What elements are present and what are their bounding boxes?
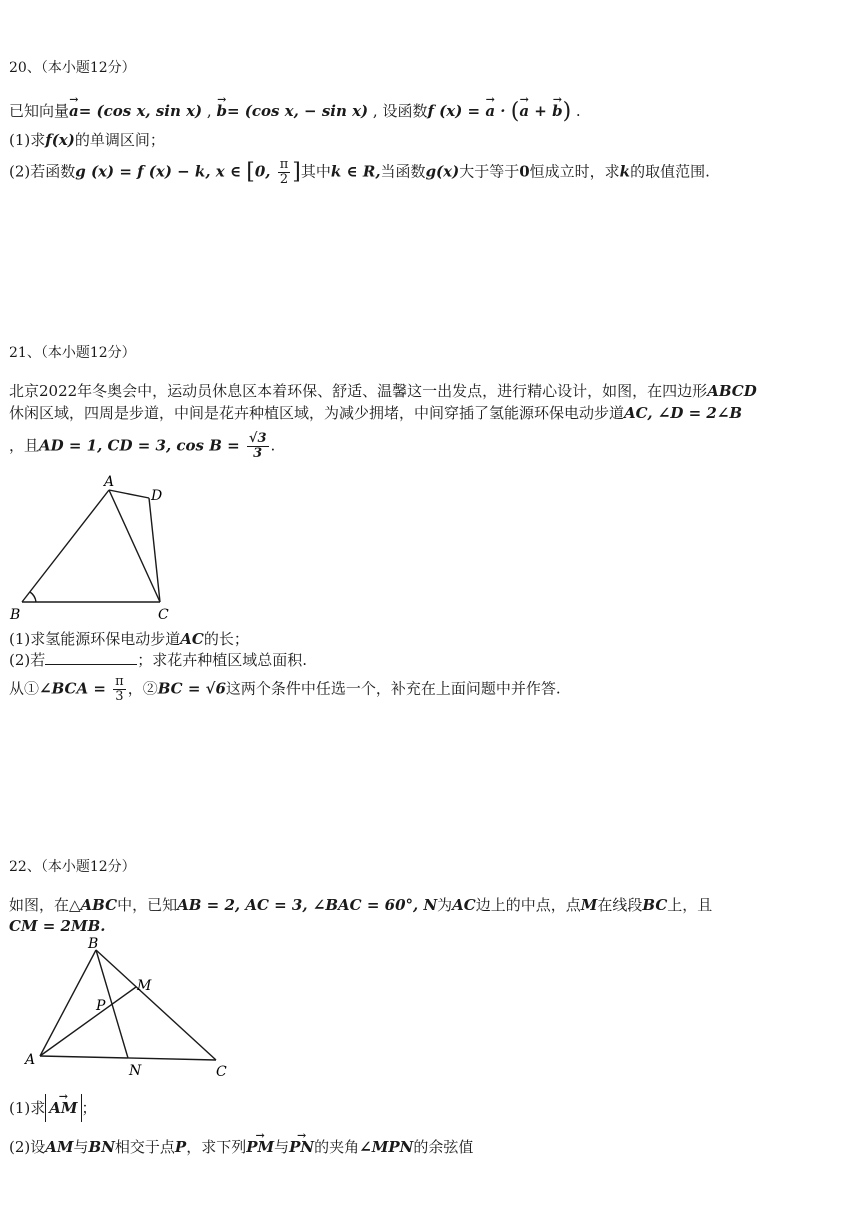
q22-p2-m3: P [174, 1138, 187, 1156]
q22-p2-m6: ∠MPN [359, 1138, 414, 1156]
q22-l1-mid3: 边上的中点，点 [475, 896, 581, 914]
q21-l1-text: 北京2022年冬奥会中，运动员休息区本着环保、舒适、温馨这一出发点，进行精心设计，如图，在四边形 [9, 382, 708, 400]
triangle-figure [20, 934, 240, 1084]
q22-p2-t6: 的余弦值 [413, 1138, 474, 1156]
frac-den: 3 [115, 689, 124, 704]
answer-blank[interactable] [45, 650, 137, 665]
q20-p1-post: 的单调区间； [74, 131, 165, 149]
vector-a-3: → a [519, 101, 529, 121]
q21-l2-math: AC, ∠D = 2∠B [624, 404, 743, 422]
label-b: B [88, 936, 99, 952]
q21-l3-pre: ，且 [9, 436, 40, 455]
q20-p2-k2: k [619, 162, 631, 181]
q22-part1 [9, 1094, 97, 1122]
q22-header: 22、（本小题12分） [9, 859, 136, 875]
q21-part3 [9, 675, 561, 704]
q22-p1-pre: (1)求 [9, 1099, 46, 1117]
q20-p2-mid3: 大于等于 [459, 162, 520, 181]
q21-p1-post: 的长； [203, 630, 249, 648]
q20-plus: + [529, 102, 553, 120]
q22-p2-t2: 相交于点 [114, 1138, 175, 1156]
q20-p1-pre: (1)求 [9, 131, 46, 149]
q22-part2 [9, 1137, 473, 1157]
vector-am: → AM [49, 1094, 77, 1122]
vector-b: → b [216, 101, 227, 121]
q21-part2 [9, 650, 307, 670]
q20-vector-a-def: = (cos x, sin x) [78, 102, 203, 120]
q20-p1-f: f(x) [45, 131, 75, 149]
sqrt3-over-3 [247, 432, 269, 461]
edge-bc [96, 950, 216, 1060]
frac-num: √3 [248, 431, 267, 446]
vector-b-2: → b [552, 101, 563, 121]
q20-p2-k: k ∈ R, [330, 162, 381, 181]
q21-p3-pre: 从① [9, 679, 40, 698]
paren-left: ( [510, 99, 520, 124]
diagonal-ac [109, 488, 163, 602]
q20-stem-text: 已知向量 [9, 102, 70, 120]
q22-l1-mid2: 为 [437, 896, 453, 914]
q20-stem: 已知向量→ a= (cos x, sin x) , → b= (cos x, − sin x) , 设函数f (x) = → a · (→ a + → b) . [9, 101, 581, 122]
label-c: C [158, 607, 169, 623]
frac-num: π [279, 157, 289, 172]
q22-p2-m2: BN [88, 1138, 115, 1156]
label-p: P [96, 998, 106, 1014]
q21-p2-pre: (2)若 [9, 651, 46, 669]
edge-ad [109, 490, 149, 498]
label-b: B [10, 607, 21, 623]
q21-l3-math: AD = 1, CD = 3, cos B = [39, 436, 245, 455]
q22-p2-t5: 的夹角 [314, 1138, 360, 1156]
q20-p2-mid2: 当函数 [380, 162, 426, 181]
q22-l1-mid: 中，已知 [117, 896, 178, 914]
angle-b-arc [30, 592, 36, 602]
segment-am [40, 987, 136, 1056]
q21-p2-post: ；求花卉种植区域总面积. [137, 651, 308, 669]
q20-p2-gx: g(x) [425, 162, 460, 181]
q22-l1-end: 上，且 [667, 896, 713, 914]
q22-l2-math: CM = 2MB. [9, 917, 106, 935]
q21-p3-math2: BC = √6 [157, 679, 226, 698]
q22-l1-m3: AC [452, 896, 476, 914]
q21-line1 [9, 381, 757, 401]
q20-vector-b-def: = (cos x, − sin x) [226, 102, 369, 120]
q22-p2-m1: AM [45, 1138, 74, 1156]
quadrilateral-figure [8, 472, 178, 624]
vector-a: → a [69, 101, 79, 121]
q21-l3-end: . [270, 436, 276, 455]
q21-p3-post: 这两个条件中任选一个，补充在上面问题中并作答. [225, 679, 561, 698]
q21-line3 [9, 432, 275, 461]
edge-dc [149, 498, 160, 602]
q20-header: 20、（本小题12分） [9, 60, 136, 76]
q22-l1-mid4: 在线段 [597, 896, 643, 914]
q20-dot: · [495, 102, 511, 120]
frac-den: 2 [279, 172, 289, 187]
q22-p1-end: ； [81, 1099, 97, 1117]
q21-l1-math: ABCD [707, 382, 757, 400]
q21-p3-math1: ∠BCA = [39, 679, 112, 698]
q20-p2-g: g (x) = f (x) − k, x ∈ [75, 162, 247, 181]
q22-line1 [9, 895, 712, 915]
edge-ab [22, 490, 109, 602]
q22-line2 [9, 916, 106, 936]
vector-pn: → PN [289, 1137, 314, 1157]
bracket-right: ] [292, 159, 301, 185]
label-a: A [104, 474, 115, 490]
vector-a-2: → a [485, 101, 495, 121]
vector-pm: → PM [246, 1137, 274, 1157]
q20-part1 [9, 130, 165, 150]
q20-p2-end: 的取值范围. [630, 162, 710, 181]
q20-p2-interval: 0, [254, 162, 276, 181]
frac-den: 3 [253, 446, 263, 461]
q20-part2 [9, 158, 710, 187]
q22-l1-pre: 如图，在△ [9, 896, 81, 914]
frac-num: π [115, 674, 124, 689]
pi-over-3 [113, 675, 126, 704]
q20-p2-mid: 其中 [300, 162, 331, 181]
q22-p2-t1: 与 [73, 1138, 89, 1156]
q21-p3-mid: ，② [127, 679, 158, 698]
edge-ab [40, 950, 96, 1056]
pi-over-2 [278, 158, 291, 187]
label-m: M [137, 978, 152, 994]
q20-stem-text-2: 设函数 [382, 102, 428, 120]
q22-l1-m4: M [580, 896, 598, 914]
q21-p1-math: AC [180, 630, 204, 648]
q22-p2-t3: ，求下列 [186, 1138, 247, 1156]
q20-p2-zero: 0 [519, 162, 530, 181]
label-c: C [216, 1064, 227, 1080]
q20-p2-mid4: 恒成立时，求 [529, 162, 620, 181]
q21-p1-pre: (1)求氢能源环保电动步道 [9, 630, 181, 648]
q22-p2-t4: 与 [274, 1138, 290, 1156]
q22-p2-pre: (2)设 [9, 1138, 46, 1156]
bracket-left: [ [246, 159, 255, 185]
q21-part1 [9, 629, 249, 649]
q20-p2-pre: (2)若函数 [9, 162, 76, 181]
q21-l2-text: 休闲区域，四周是步道，中间是花卉种植区域，为减少拥堵，中间穿插了氢能源环保电动步道 [9, 404, 625, 422]
label-a: A [25, 1052, 36, 1068]
q22-l1-m5: BC [642, 896, 668, 914]
magnitude-bars [45, 1094, 81, 1122]
q20-f-def: f (x) = [427, 102, 486, 120]
label-n: N [129, 1063, 142, 1079]
q22-l1-m1: ABC [80, 896, 118, 914]
q21-header: 21、（本小题12分） [9, 345, 136, 361]
paren-right: ) [562, 99, 572, 124]
label-d: D [151, 488, 163, 504]
q21-line2 [9, 403, 742, 423]
q22-l1-m2: AB = 2, AC = 3, ∠BAC = 60°, N [177, 896, 438, 914]
